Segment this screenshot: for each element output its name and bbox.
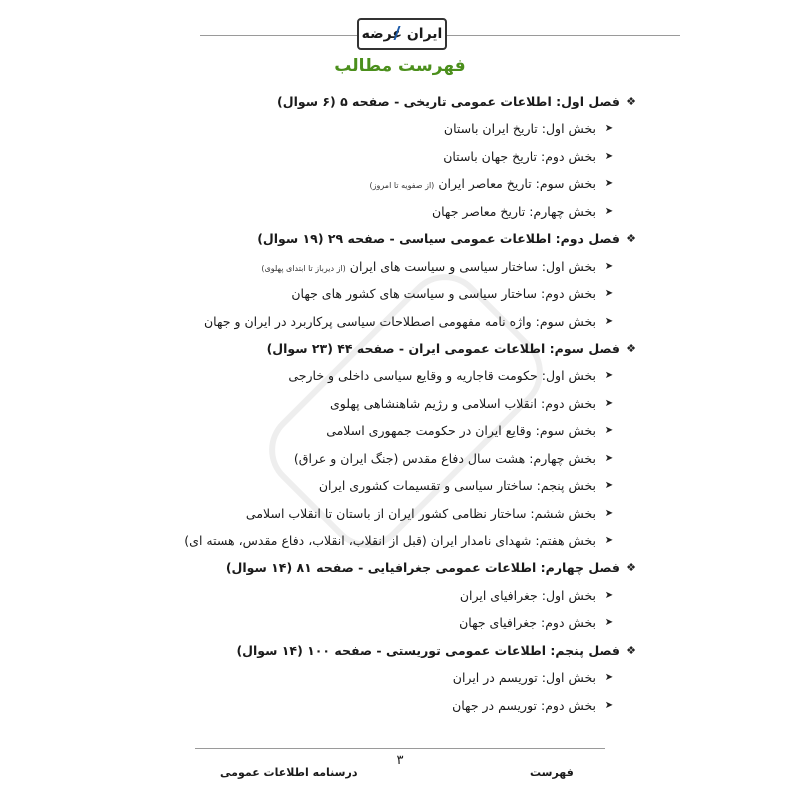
toc-section (160, 115, 638, 142)
toc-entry-text: بخش دوم: تاریخ جهان باستان (443, 148, 596, 164)
arrowhead-icon: ➤ (604, 425, 614, 437)
arrowhead-icon: ➤ (604, 480, 614, 492)
footer-book-title: درسنامه اطلاعات عمومی (220, 766, 358, 779)
toc-entry-text: بخش چهارم: تاریخ معاصر جهان (431, 203, 596, 219)
toc-entry-text: بخش سوم: واژه نامه مفهومی اصطلاحات سیاسی پرکاربرد در ایران و جهان (204, 313, 596, 329)
arrowhead-icon: ➤ (604, 397, 614, 409)
arrowhead-icon: ➤ (604, 150, 614, 162)
toc-entry-text: بخش اول: تاریخ ایران باستان (443, 121, 596, 137)
arrowhead-icon: ➤ (604, 370, 614, 382)
toc-chapter (160, 335, 638, 362)
toc-entry-text: بخش اول: جغرافیای ایران (459, 587, 596, 603)
toc-entry-text: فصل پنجم: اطلاعات عمومی توریستی - صفحه ۱۰۰ (۱۴ سوال) (236, 642, 620, 658)
arrowhead-icon: ➤ (604, 205, 614, 217)
arrowhead-icon: ➤ (604, 672, 614, 684)
page-number: ۳ (396, 753, 404, 768)
toc-section (160, 445, 638, 472)
toc-entry-text: فصل اول: اطلاعات عمومی تاریخی - صفحه ۵ (۶ سوال) (277, 94, 620, 109)
diamond-dots-icon: ❖ (626, 95, 636, 108)
toc-section (160, 308, 638, 335)
toc-entry-text: بخش دوم: توریسم در جهان (452, 697, 596, 713)
toc-section (160, 362, 638, 389)
toc-entry-note: (از صفویه تا امروز) (369, 181, 435, 191)
arrowhead-icon: ➤ (604, 315, 614, 327)
toc-section (160, 527, 638, 554)
footer-section-name: فهرست (530, 766, 574, 779)
toc-entry-text: بخش دوم: ساختار سیاسی و سیاست های کشور های جهان (291, 286, 596, 302)
toc-entry-text: بخش چهارم: هشت سال دفاع مقدس (جنگ ایران و عراق) (293, 450, 596, 466)
arrowhead-icon: ➤ (604, 535, 614, 546)
toc-entry-text: بخش دوم: جغرافیای جهان (459, 615, 596, 631)
toc-chapter (160, 225, 638, 252)
toc-section (160, 500, 638, 527)
arrowhead-icon: ➤ (604, 507, 614, 519)
toc-entry-text: فصل چهارم: اطلاعات عمومی جغرافیایی - صفحه ۸۱ (۱۴ سوال) (225, 560, 620, 576)
toc-entry-text: بخش سوم: وقایع ایران در حکومت جمهوری اسلامی (326, 423, 596, 439)
toc-chapter (160, 554, 638, 581)
arrowhead-icon: ➤ (604, 288, 614, 300)
toc-entry-text: فصل سوم: اطلاعات عمومی ایران - صفحه ۴۴ (۲۳ سوال) (266, 340, 620, 356)
toc-section (160, 143, 638, 170)
toc-section (160, 472, 638, 499)
toc-section (160, 692, 638, 719)
brand-logo (357, 18, 447, 50)
arrowhead-icon: ➤ (604, 617, 614, 629)
arrowhead-icon: ➤ (604, 178, 614, 190)
toc-entry-text: بخش هفتم: شهدای نامدار ایران (قبل از انقلاب، انقلاب، دفاع مقدس، هسته ای) (184, 533, 596, 548)
arrowhead-icon: ➤ (604, 452, 614, 464)
toc-entry-text: فصل دوم: اطلاعات عمومی سیاسی - صفحه ۲۹ (۱۹ سوال) (257, 231, 620, 247)
toc-title: فهرست مطالب (334, 56, 466, 76)
logo-text: ایران عرضه (361, 26, 443, 42)
arrowhead-icon: ➤ (604, 260, 614, 272)
toc-section (160, 390, 638, 417)
toc-entry-note: (از دیرباز تا ابتدای پهلوی) (261, 263, 346, 273)
toc-section (160, 609, 638, 636)
toc-section (160, 582, 638, 609)
toc-entry-text: بخش اول: حکومت قاجاریه و وقایع سیاسی داخلی و خارجی (288, 368, 596, 384)
diamond-dots-icon: ❖ (626, 561, 636, 575)
toc-entry-text: بخش دوم: انقلاب اسلامی و رژیم شاهنشاهی پهلوی (329, 395, 596, 411)
toc-entry-text: بخش سوم: تاریخ معاصر ایران (438, 176, 596, 192)
arrowhead-icon: ➤ (604, 699, 614, 711)
toc-entry-text: بخش اول: توریسم در ایران (452, 670, 596, 686)
diamond-dots-icon: ❖ (626, 643, 636, 657)
table-of-contents (160, 88, 638, 719)
toc-entry-text: بخش پنجم: ساختار سیاسی و تقسیمات کشوری ایران (318, 478, 596, 494)
diamond-dots-icon: ❖ (626, 232, 636, 246)
toc-chapter (160, 637, 638, 664)
arrowhead-icon: ➤ (604, 589, 614, 601)
arrowhead-icon: ➤ (604, 123, 614, 135)
toc-section (160, 170, 638, 197)
toc-section (160, 417, 638, 444)
toc-chapter (160, 88, 638, 115)
toc-section (160, 253, 638, 280)
toc-entry-text: بخش ششم: ساختار نظامی کشور ایران از باستان تا انقلاب اسلامی (245, 505, 596, 521)
diamond-dots-icon: ❖ (626, 341, 636, 355)
toc-section (160, 280, 638, 307)
toc-section (160, 198, 638, 225)
footer-divider (195, 748, 605, 749)
toc-section (160, 664, 638, 691)
toc-entry-text: بخش اول: ساختار سیاسی و سیاست های ایران (349, 258, 596, 274)
